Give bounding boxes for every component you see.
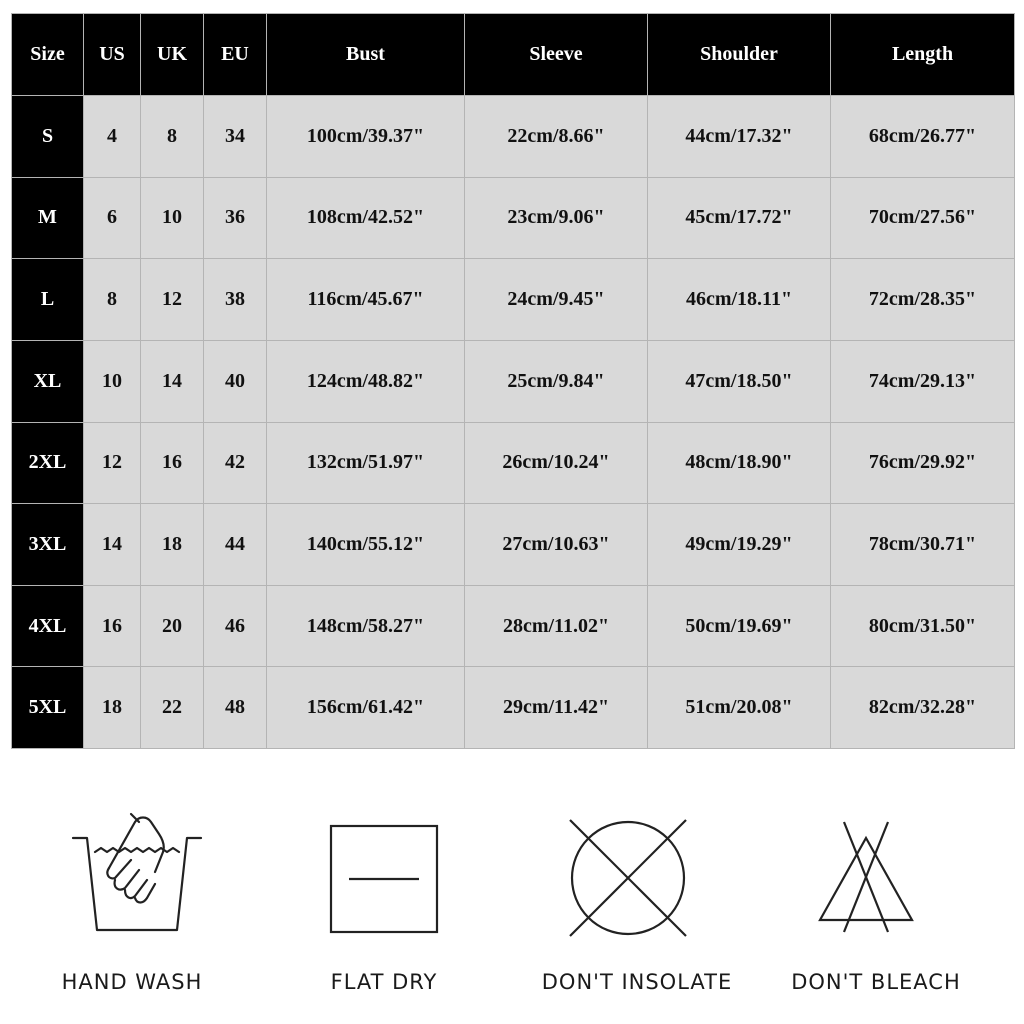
table-row <box>12 504 1015 586</box>
table-header-row <box>12 14 1015 96</box>
table-cell-us: 4 <box>84 96 141 178</box>
table-cell-sleeve: 22cm/8.66" <box>465 96 648 178</box>
table-cell-eu: 46 <box>204 585 267 667</box>
table-row <box>12 422 1015 504</box>
flat-dry-icon <box>285 808 485 938</box>
table-cell-eu: 40 <box>204 340 267 422</box>
table-cell-length: 74cm/29.13" <box>831 340 1015 422</box>
table-cell-sleeve: 24cm/9.45" <box>465 259 648 341</box>
table-cell-shoulder: 48cm/18.90" <box>648 422 831 504</box>
size-label-cell: S <box>12 96 84 178</box>
table-cell-sleeve: 28cm/11.02" <box>465 585 648 667</box>
table-cell-uk: 16 <box>141 422 204 504</box>
care-label-dont-insolate: DON'T INSOLATE <box>541 970 733 994</box>
table-cell-shoulder: 45cm/17.72" <box>648 177 831 259</box>
table-cell-eu: 34 <box>204 96 267 178</box>
column-header-bust: Bust <box>267 14 465 96</box>
size-label-cell: 3XL <box>12 504 84 586</box>
flat-dry-care <box>285 808 485 938</box>
table-cell-uk: 20 <box>141 585 204 667</box>
table-cell-length: 72cm/28.35" <box>831 259 1015 341</box>
table-row <box>12 340 1015 422</box>
table-row <box>12 177 1015 259</box>
size-label-cell: 2XL <box>12 422 84 504</box>
table-cell-sleeve: 25cm/9.84" <box>465 340 648 422</box>
column-header-eu: EU <box>204 14 267 96</box>
table-cell-bust: 140cm/55.12" <box>267 504 465 586</box>
table-cell-shoulder: 50cm/19.69" <box>648 585 831 667</box>
table-cell-sleeve: 29cm/11.42" <box>465 667 648 749</box>
column-header-uk: UK <box>141 14 204 96</box>
hand-wash-icon <box>35 808 235 938</box>
table-cell-uk: 18 <box>141 504 204 586</box>
table-cell-us: 18 <box>84 667 141 749</box>
column-header-us: US <box>84 14 141 96</box>
table-row <box>12 96 1015 178</box>
column-header-size: Size <box>12 14 84 96</box>
table-cell-length: 76cm/29.92" <box>831 422 1015 504</box>
table-cell-uk: 10 <box>141 177 204 259</box>
size-label-cell: M <box>12 177 84 259</box>
size-label-cell: XL <box>12 340 84 422</box>
table-cell-length: 70cm/27.56" <box>831 177 1015 259</box>
table-cell-us: 14 <box>84 504 141 586</box>
column-header-length: Length <box>831 14 1015 96</box>
hand-wash-care <box>35 808 235 938</box>
size-label-cell: L <box>12 259 84 341</box>
table-cell-bust: 156cm/61.42" <box>267 667 465 749</box>
dont-insolate-icon <box>528 808 728 938</box>
table-cell-uk: 22 <box>141 667 204 749</box>
care-label-dont-bleach: DON'T BLEACH <box>791 970 961 994</box>
table-cell-eu: 38 <box>204 259 267 341</box>
table-cell-us: 10 <box>84 340 141 422</box>
table-cell-bust: 124cm/48.82" <box>267 340 465 422</box>
care-label-hand-wash: HAND WASH <box>61 970 203 994</box>
table-cell-uk: 12 <box>141 259 204 341</box>
table-body <box>12 96 1015 749</box>
table-cell-sleeve: 26cm/10.24" <box>465 422 648 504</box>
table-cell-eu: 44 <box>204 504 267 586</box>
table-cell-length: 80cm/31.50" <box>831 585 1015 667</box>
table-cell-length: 82cm/32.28" <box>831 667 1015 749</box>
column-header-shoulder: Shoulder <box>648 14 831 96</box>
size-label-cell: 5XL <box>12 667 84 749</box>
table-cell-us: 6 <box>84 177 141 259</box>
table-cell-bust: 108cm/42.52" <box>267 177 465 259</box>
table-cell-shoulder: 44cm/17.32" <box>648 96 831 178</box>
table-row <box>12 259 1015 341</box>
table-cell-us: 12 <box>84 422 141 504</box>
table-row <box>12 585 1015 667</box>
dont-bleach-icon <box>766 808 966 938</box>
table-cell-shoulder: 46cm/18.11" <box>648 259 831 341</box>
table-cell-sleeve: 27cm/10.63" <box>465 504 648 586</box>
table-cell-bust: 100cm/39.37" <box>267 96 465 178</box>
table-cell-bust: 148cm/58.27" <box>267 585 465 667</box>
dont-insolate-care <box>528 808 728 938</box>
table-cell-bust: 116cm/45.67" <box>267 259 465 341</box>
table-cell-shoulder: 49cm/19.29" <box>648 504 831 586</box>
size-chart-table <box>11 13 1015 749</box>
dont-bleach-care <box>766 808 966 938</box>
care-label-flat-dry: FLAT DRY <box>330 970 438 994</box>
size-label-cell: 4XL <box>12 585 84 667</box>
table-row <box>12 667 1015 749</box>
table-cell-shoulder: 47cm/18.50" <box>648 340 831 422</box>
table-cell-us: 8 <box>84 259 141 341</box>
table-cell-length: 78cm/30.71" <box>831 504 1015 586</box>
table-cell-eu: 48 <box>204 667 267 749</box>
column-header-sleeve: Sleeve <box>465 14 648 96</box>
table-cell-length: 68cm/26.77" <box>831 96 1015 178</box>
table-cell-uk: 14 <box>141 340 204 422</box>
table-cell-us: 16 <box>84 585 141 667</box>
table-cell-shoulder: 51cm/20.08" <box>648 667 831 749</box>
table-cell-eu: 36 <box>204 177 267 259</box>
table-cell-uk: 8 <box>141 96 204 178</box>
table-cell-eu: 42 <box>204 422 267 504</box>
table-cell-sleeve: 23cm/9.06" <box>465 177 648 259</box>
table-cell-bust: 132cm/51.97" <box>267 422 465 504</box>
